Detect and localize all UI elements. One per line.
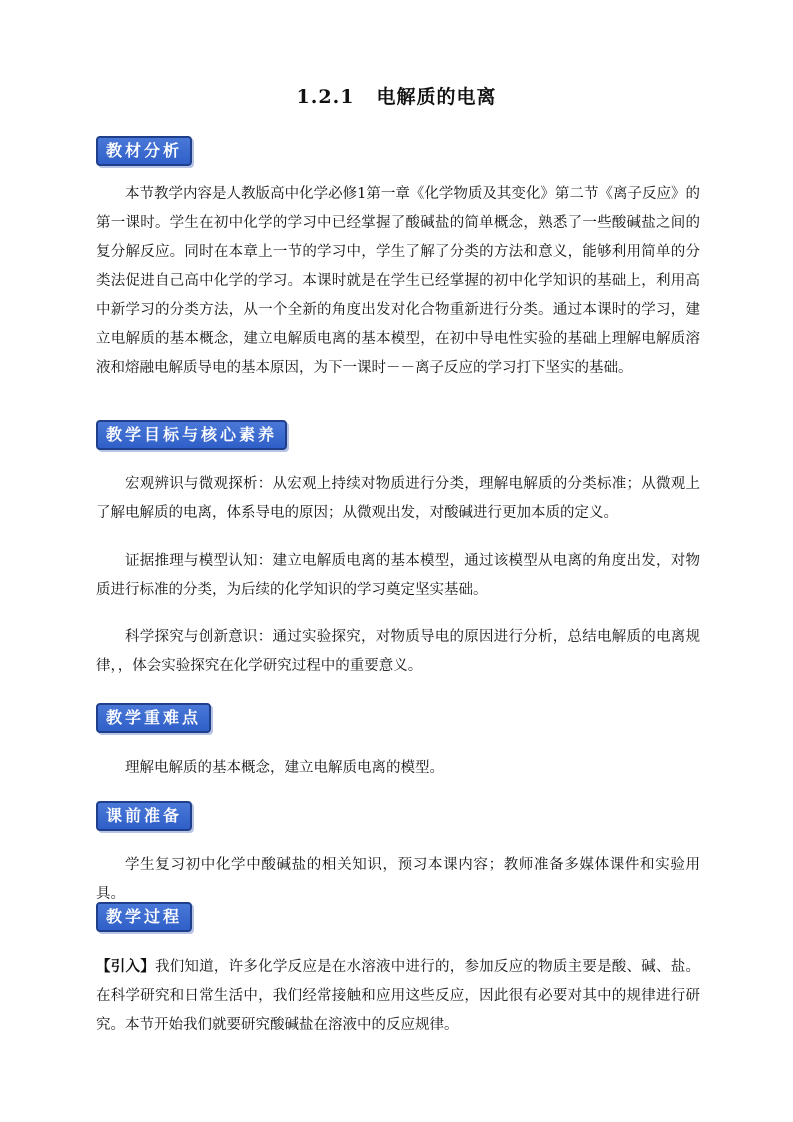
section-heading-analysis: 教材分析 bbox=[96, 136, 192, 166]
title-text: 电解质的电离 bbox=[376, 86, 497, 108]
intro-label: 【引入】 bbox=[96, 958, 155, 975]
analysis-paragraph: 本节教学内容是人教版高中化学必修1第一章《化学物质及其变化》第二节《离子反应》的第一课时。学生在初中化学的学习中已经掌握了酸碱盐的简单概念，熟悉了一些酸碱盐之间的复分解反应。同时在本章上一节的学习中，学生了解了分类的方法和意义，能够利用简单的分类法促进自己高中化学的学习。本课时就是在学生已经掌握的初中化学知识的基础上，利用高中新学习的分类方法，从一个全新的角度出发对化合物重新进行分类。通过本课时的学习，建立电解质的基本概念，建立电解质电离的基本模型，在初中导电性实验的基础上理解电解质溶液和熔融电解质导电的基本原因，为下一课时－－离子反应的学习打下坚实的基础。 bbox=[96, 186, 700, 376]
goal-paragraph-2: 证据推理与模型认知：建立电解质电离的基本模型，通过该模型从电离的角度出发，对物质进行标准的分类，为后续的化学知识的学习奠定坚实基础。 bbox=[96, 553, 700, 598]
page-title bbox=[0, 82, 793, 109]
process-paragraph bbox=[96, 952, 700, 1040]
section-heading-process: 教学过程 bbox=[96, 902, 192, 932]
preparation-paragraph: 学生复习初中化学中酸碱盐的相关知识，预习本课内容；教师准备多媒体课件和实验用具。 bbox=[96, 857, 700, 902]
section-heading-preparation: 课前准备 bbox=[96, 801, 192, 831]
goal-paragraph-1: 宏观辨识与微观探析：从宏观上持续对物质进行分类，理解电解质的分类标准；从微观上了解电解质的电离，体系导电的原因；从微观出发，对酸碱进行更加本质的定义。 bbox=[96, 476, 700, 521]
section-heading-goals: 教学目标与核心素养 bbox=[96, 420, 287, 450]
section-heading-keypoints: 教学重难点 bbox=[96, 703, 211, 733]
intro-text: 我们知道，许多化学反应是在水溶液中进行的，参加反应的物质主要是酸、碱、盐。在科学研究和日常生活中，我们经常接触和应用这些反应，因此很有必要对其中的规律进行研究。本节开始我们就要研究酸碱盐在溶液中的反应规律。 bbox=[96, 959, 700, 1033]
title-number: 1.2.1 bbox=[296, 86, 355, 108]
keypoints-paragraph: 理解电解质的基本概念，建立电解质电离的模型。 bbox=[125, 760, 444, 776]
goal-paragraph-3: 科学探究与创新意识：通过实验探究，对物质导电的原因进行分析，总结电解质的电离规律，，体会实验探究在化学研究过程中的重要意义。 bbox=[96, 629, 700, 674]
